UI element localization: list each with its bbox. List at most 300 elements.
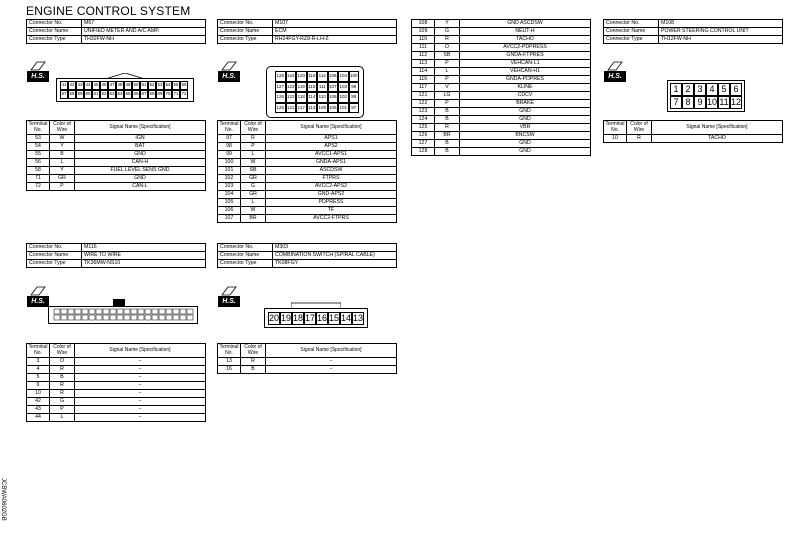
signal-cell: BNCSW [460, 132, 591, 140]
color-cell: W [241, 207, 266, 215]
connector-cavity [152, 315, 158, 320]
terminal-cell: 107 [218, 215, 241, 223]
hs-icon: H.S. [27, 60, 49, 82]
connector-cavity [75, 309, 81, 314]
signal-row [218, 183, 397, 191]
color-cell: R [50, 390, 75, 398]
label-connector-type: Connector Type [218, 36, 273, 44]
terminal-header: Terminal No. [604, 121, 627, 135]
connector-pin: 2 [682, 83, 694, 96]
signal-row [412, 44, 591, 52]
signal-row [218, 175, 397, 183]
color-cell: Y [435, 20, 460, 28]
connector-pin: 6 [730, 83, 742, 96]
signal-row [412, 140, 591, 148]
connector-cavity [75, 315, 81, 320]
m67-info-table [26, 19, 206, 44]
color-cell: BR [241, 215, 266, 223]
connector-cavity [110, 315, 116, 320]
signal-cell: GND [75, 175, 206, 183]
signal-cell: GNDA-PDPRES [460, 76, 591, 84]
connector-pin: 11 [719, 97, 729, 107]
signal-row [218, 151, 397, 159]
connector-cavity [159, 309, 165, 314]
label-connector-name: Connector Name [27, 28, 82, 36]
color-cell: P [435, 60, 460, 68]
hs-icon: H.S. [27, 285, 49, 307]
color-cell: L [241, 199, 266, 207]
signal-row [218, 358, 397, 366]
connector-pin: 118 [296, 92, 307, 103]
connector-pin: 127 [275, 82, 286, 93]
signal-row [218, 135, 397, 143]
connector-pin: 61 [92, 90, 100, 99]
connector-pin: 113 [307, 103, 318, 114]
signal-row [412, 116, 591, 124]
signal-row [218, 366, 397, 374]
terminal-cell: 114 [412, 68, 435, 76]
terminal-cell: 55 [27, 151, 50, 159]
signal-row [27, 374, 206, 382]
color-cell: SB [241, 167, 266, 175]
signal-cell: FUEL LEVEL SENS GND [75, 167, 206, 175]
color-header: Color of Wire [241, 121, 266, 135]
terminal-cell: 71 [27, 175, 50, 183]
terminal-header: Terminal No. [27, 344, 50, 358]
connector-pin: 51 [140, 81, 148, 90]
connector-cavity [131, 315, 137, 320]
connector-cavity [110, 309, 116, 314]
signal-cell: − [75, 398, 206, 406]
m116-connector-name: WIRE TO WIRE [82, 252, 206, 260]
terminal-cell: 10 [604, 135, 627, 143]
signal-header: Signal Name [Specification] [266, 121, 397, 135]
terminal-cell: 53 [27, 135, 50, 143]
label-connector-no: Connector No. [218, 244, 273, 252]
color-cell: W [50, 135, 75, 143]
connector-pin: 71 [172, 90, 180, 99]
signal-cell: CAN-H [75, 159, 206, 167]
color-cell: L [50, 414, 75, 422]
color-header: Color of Wire [50, 344, 75, 358]
m116-connector-face [48, 306, 198, 324]
connector-pin: 17 [305, 313, 316, 323]
connector-pin: 56 [180, 81, 188, 90]
color-cell: V [435, 84, 460, 92]
signal-cell: GND [460, 148, 591, 156]
signal-cell: − [75, 406, 206, 414]
connector-pin: 5 [718, 83, 730, 96]
hs-icon: H.S. [218, 285, 240, 307]
terminal-cell: 42 [27, 398, 50, 406]
signal-cell: − [75, 390, 206, 398]
signal-row [27, 366, 206, 374]
color-cell: P [241, 143, 266, 151]
color-cell: B [435, 140, 460, 148]
signal-cell: CDCV [460, 92, 591, 100]
terminal-cell: 13 [218, 358, 241, 366]
signal-row [27, 159, 206, 167]
color-cell: R [50, 382, 75, 390]
color-cell: B [241, 366, 266, 374]
signal-cell: VBR [460, 124, 591, 132]
terminal-cell: 109 [412, 28, 435, 36]
m67-connector-type: TH32FW-NH [82, 36, 206, 44]
signal-row [412, 132, 591, 140]
connector-pin: 107 [328, 82, 339, 93]
terminal-cell: 54 [27, 143, 50, 151]
signal-row [412, 60, 591, 68]
m67-connector-name: UNIFIED METER AND A/C AMP. [82, 28, 206, 36]
signal-cell: KLINE [460, 84, 591, 92]
signal-cell: TACHO [652, 135, 783, 143]
connector-pin: 18 [293, 313, 304, 323]
connector-cavity [131, 309, 137, 314]
terminal-cell: 98 [218, 143, 241, 151]
signal-cell: CAN-L [75, 183, 206, 191]
color-cell: B [435, 108, 460, 116]
connector-pin: 106 [328, 92, 339, 103]
connector-m116 [26, 243, 206, 268]
connector-cavity [96, 315, 102, 320]
signal-cell: − [266, 358, 397, 366]
signal-row [27, 135, 206, 143]
connector-pin: 101 [338, 103, 349, 114]
connector-pin: 53 [156, 81, 164, 90]
connector-cavity [166, 315, 172, 320]
connector-pin: 9 [694, 96, 706, 109]
signal-row [412, 36, 591, 44]
signal-row [27, 143, 206, 151]
connector-cavity [103, 309, 109, 314]
label-connector-type: Connector Type [27, 36, 82, 44]
connector-pin: 3 [694, 83, 706, 96]
m116-connector-type: TK36MW-NS10 [82, 260, 206, 268]
terminal-cell: 44 [27, 414, 50, 422]
signal-row [218, 159, 397, 167]
signal-cell: BAT [75, 143, 206, 151]
connector-cavity [173, 315, 179, 320]
signal-row [218, 191, 397, 199]
color-cell: Y [50, 143, 75, 151]
connector-cavity [117, 309, 123, 314]
m303-connector-type: TK08FGY [273, 260, 397, 268]
signal-cell: TF [266, 207, 397, 215]
terminal-cell: 9 [27, 382, 50, 390]
signal-cell: BRAKE [460, 100, 591, 108]
m107-connector-face [266, 66, 364, 118]
connector-cavity [159, 315, 165, 320]
connector-cavity [103, 315, 109, 320]
hs-icon: H.S. [218, 60, 240, 82]
color-cell: O [435, 44, 460, 52]
connector-pin: 45 [92, 81, 100, 90]
color-cell: L [435, 68, 460, 76]
connector-pin: 110 [317, 92, 328, 103]
signal-row [218, 207, 397, 215]
connector-pin: 48 [116, 81, 124, 90]
signal-header: Signal Name [Specification] [75, 344, 206, 358]
connector-pin: 49 [124, 81, 132, 90]
connector-pin: 97 [349, 103, 360, 114]
signal-row [27, 414, 206, 422]
connector-cavity [54, 315, 60, 320]
terminal-cell: 111 [412, 44, 435, 52]
connector-pin: 13 [353, 313, 364, 323]
connector-cavity [145, 315, 151, 320]
signal-row [412, 108, 591, 116]
terminal-cell: 116 [412, 76, 435, 84]
terminal-cell: 99 [218, 151, 241, 159]
connector-pin: 55 [172, 81, 180, 90]
signal-row [412, 68, 591, 76]
color-cell: L [50, 159, 75, 167]
label-connector-name: Connector Name [604, 28, 659, 36]
terminal-cell: 122 [412, 100, 435, 108]
connector-m108 [603, 19, 783, 44]
m107-connector-no: M107 [273, 20, 397, 28]
color-cell: P [435, 76, 460, 84]
connector-pin: 114 [307, 92, 318, 103]
connector-cavity [82, 315, 88, 320]
connector-pin: 66 [132, 90, 140, 99]
connector-pin: 59 [76, 90, 84, 99]
connector-cavity [124, 309, 130, 314]
label-connector-no: Connector No. [27, 20, 82, 28]
connector-pin: 69 [156, 90, 164, 99]
color-cell: W [241, 159, 266, 167]
color-cell: SB [435, 52, 460, 60]
connector-pin: 104 [338, 71, 349, 82]
m67-connector-no: M67 [82, 20, 206, 28]
m116-signal-table [26, 343, 206, 422]
connector-cavity [117, 315, 123, 320]
connector-cavity [61, 309, 67, 314]
connector-cavity [96, 309, 102, 314]
connector-pin: 47 [108, 81, 116, 90]
m108-signal-table [603, 120, 783, 143]
page-title: ENGINE CONTROL SYSTEM [26, 4, 191, 18]
color-cell: L [241, 151, 266, 159]
connector-pin: 102 [338, 92, 349, 103]
connector-pin: 123 [286, 82, 297, 93]
color-cell: G [50, 398, 75, 406]
signal-cell: ASCDSW [266, 167, 397, 175]
connector-pin: 16 [317, 313, 328, 323]
signal-cell: − [75, 374, 206, 382]
terminal-cell: 43 [27, 406, 50, 414]
m108-connector-face [667, 80, 745, 112]
m107-connector-name: ECM [273, 28, 397, 36]
signal-row [27, 183, 206, 191]
connector-pin: 10 [707, 97, 718, 107]
terminal-cell: 4 [27, 366, 50, 374]
signal-cell: APS2 [266, 143, 397, 151]
signal-cell: APS1 [266, 135, 397, 143]
terminal-cell: 108 [412, 20, 435, 28]
connector-pin: 12 [731, 97, 742, 107]
connector-cavity [180, 315, 186, 320]
color-cell: B [435, 116, 460, 124]
m107-signal-table [217, 120, 397, 223]
signal-cell: − [75, 382, 206, 390]
signal-row [604, 135, 783, 143]
signal-row [412, 100, 591, 108]
signal-cell: GND [460, 140, 591, 148]
color-cell: R [435, 36, 460, 44]
connector-cavity [54, 309, 60, 314]
color-cell: G [435, 28, 460, 36]
signal-cell: − [75, 366, 206, 374]
terminal-cell: 121 [412, 92, 435, 100]
label-connector-name: Connector Name [218, 252, 273, 260]
terminal-cell: 128 [412, 148, 435, 156]
connector-pin: 14 [341, 313, 352, 323]
color-cell: B [50, 151, 75, 159]
connector-cavity [89, 309, 95, 314]
signal-cell: − [75, 414, 206, 422]
signal-cell: GND [460, 116, 591, 124]
connector-m303 [217, 243, 397, 268]
signal-cell: AVCC2-APS2 [266, 183, 397, 191]
color-cell: R [627, 135, 652, 143]
connector-pin: 44 [84, 81, 92, 90]
connector-cavity [68, 315, 74, 320]
connector-pin: 100 [349, 71, 360, 82]
connector-pin: 125 [275, 103, 286, 114]
connector-pin: 120 [296, 71, 307, 82]
terminal-cell: 126 [412, 132, 435, 140]
connector-pin: 8 [682, 96, 694, 109]
connector-cavity [138, 309, 144, 314]
connector-m107 [217, 19, 397, 44]
m303-connector-face [264, 308, 368, 328]
connector-cavity [187, 309, 193, 314]
connector-pin: 72 [180, 90, 188, 99]
drawing-code: JCBWA0602GB [0, 478, 6, 521]
signal-row [27, 382, 206, 390]
connector-pin: 41 [60, 81, 68, 90]
connector-pin: 105 [328, 103, 339, 114]
connector-pin: 108 [328, 71, 339, 82]
color-cell: R [241, 135, 266, 143]
connector-pin: 116 [307, 71, 318, 82]
color-cell: GR [241, 175, 266, 183]
m67-signal-table [26, 120, 206, 191]
signal-header: Signal Name [Specification] [652, 121, 783, 135]
connector-pin: 7 [670, 96, 682, 109]
m108-connector-name: POWER STEERING CONTROL UNIT [659, 28, 783, 36]
connector-cavity [166, 309, 172, 314]
signal-row [412, 92, 591, 100]
signal-cell: GNDA-FTPRES [460, 52, 591, 60]
connector-cavity [124, 315, 130, 320]
signal-row [218, 215, 397, 223]
terminal-cell: 113 [412, 60, 435, 68]
connector-pin: 4 [706, 83, 718, 96]
label-connector-name: Connector Name [27, 252, 82, 260]
color-cell: O [50, 358, 75, 366]
connector-pin: 103 [338, 82, 349, 93]
signal-row [27, 175, 206, 183]
label-connector-no: Connector No. [604, 20, 659, 28]
color-cell: B [435, 148, 460, 156]
signal-cell: − [266, 366, 397, 374]
signal-row [27, 167, 206, 175]
connector-pin: 54 [164, 81, 172, 90]
terminal-cell: 106 [218, 207, 241, 215]
connector-cavity [180, 309, 186, 314]
signal-cell: TACHO [460, 36, 591, 44]
terminal-cell: 117 [412, 84, 435, 92]
connector-pin: 98 [349, 92, 360, 103]
signal-cell: GND ASCDSW [460, 20, 591, 28]
signal-row [412, 76, 591, 84]
connector-pin: 50 [132, 81, 140, 90]
connector-pin: 60 [84, 90, 92, 99]
connector-pin: 115 [307, 82, 318, 93]
color-cell: GR [50, 175, 75, 183]
color-cell: P [50, 183, 75, 191]
terminal-header: Terminal No. [218, 121, 241, 135]
connector-pin: 20 [269, 313, 280, 323]
connector-pin: 99 [349, 82, 360, 93]
terminal-cell: 100 [218, 159, 241, 167]
signal-header: Signal Name [Specification] [75, 121, 206, 135]
m303-connector-no: M303 [273, 244, 397, 252]
terminal-cell: 127 [412, 140, 435, 148]
signal-cell: AVCC2-FTPRS [266, 215, 397, 223]
signal-cell: GND [460, 108, 591, 116]
connector-cavity [173, 309, 179, 314]
signal-row [412, 124, 591, 132]
connector-pin: 119 [296, 82, 307, 93]
m303-connector-name: COMBINATION SWITCH (SPIRAL CABLE) [273, 252, 397, 260]
signal-cell: AVCC1-APS1 [266, 151, 397, 159]
signal-cell: IGN [75, 135, 206, 143]
color-header: Color of Wire [241, 344, 266, 358]
terminal-cell: 105 [218, 199, 241, 207]
signal-row [27, 406, 206, 414]
connector-pin: 68 [148, 90, 156, 99]
connector-cavity [82, 309, 88, 314]
label-connector-type: Connector Type [27, 260, 82, 268]
connector-pin: 64 [116, 90, 124, 99]
signal-row [27, 358, 206, 366]
connector-pin: 57 [60, 90, 68, 99]
connector-cavity [138, 315, 144, 320]
connector-pin: 65 [124, 90, 132, 99]
connector-cavity [89, 315, 95, 320]
m116-connector-no: M116 [82, 244, 206, 252]
terminal-cell: 125 [412, 124, 435, 132]
m108-connector-type: TH12FW-NH [659, 36, 783, 44]
m107-connector-type: RH24FGY-RZ8-R-LH-Z [273, 36, 397, 44]
label-connector-name: Connector Name [218, 28, 273, 36]
connector-pin: 63 [108, 90, 116, 99]
m303-signal-table [217, 343, 397, 374]
signal-row [412, 28, 591, 36]
terminal-header: Terminal No. [218, 344, 241, 358]
connector-pin: 121 [286, 103, 297, 114]
signal-row [412, 52, 591, 60]
terminal-cell: 16 [218, 366, 241, 374]
signal-row [218, 143, 397, 151]
connector-pin: 70 [164, 90, 172, 99]
connector-pin: 122 [286, 92, 297, 103]
connector-pin: 126 [275, 92, 286, 103]
signal-header: Signal Name [Specification] [266, 344, 397, 358]
